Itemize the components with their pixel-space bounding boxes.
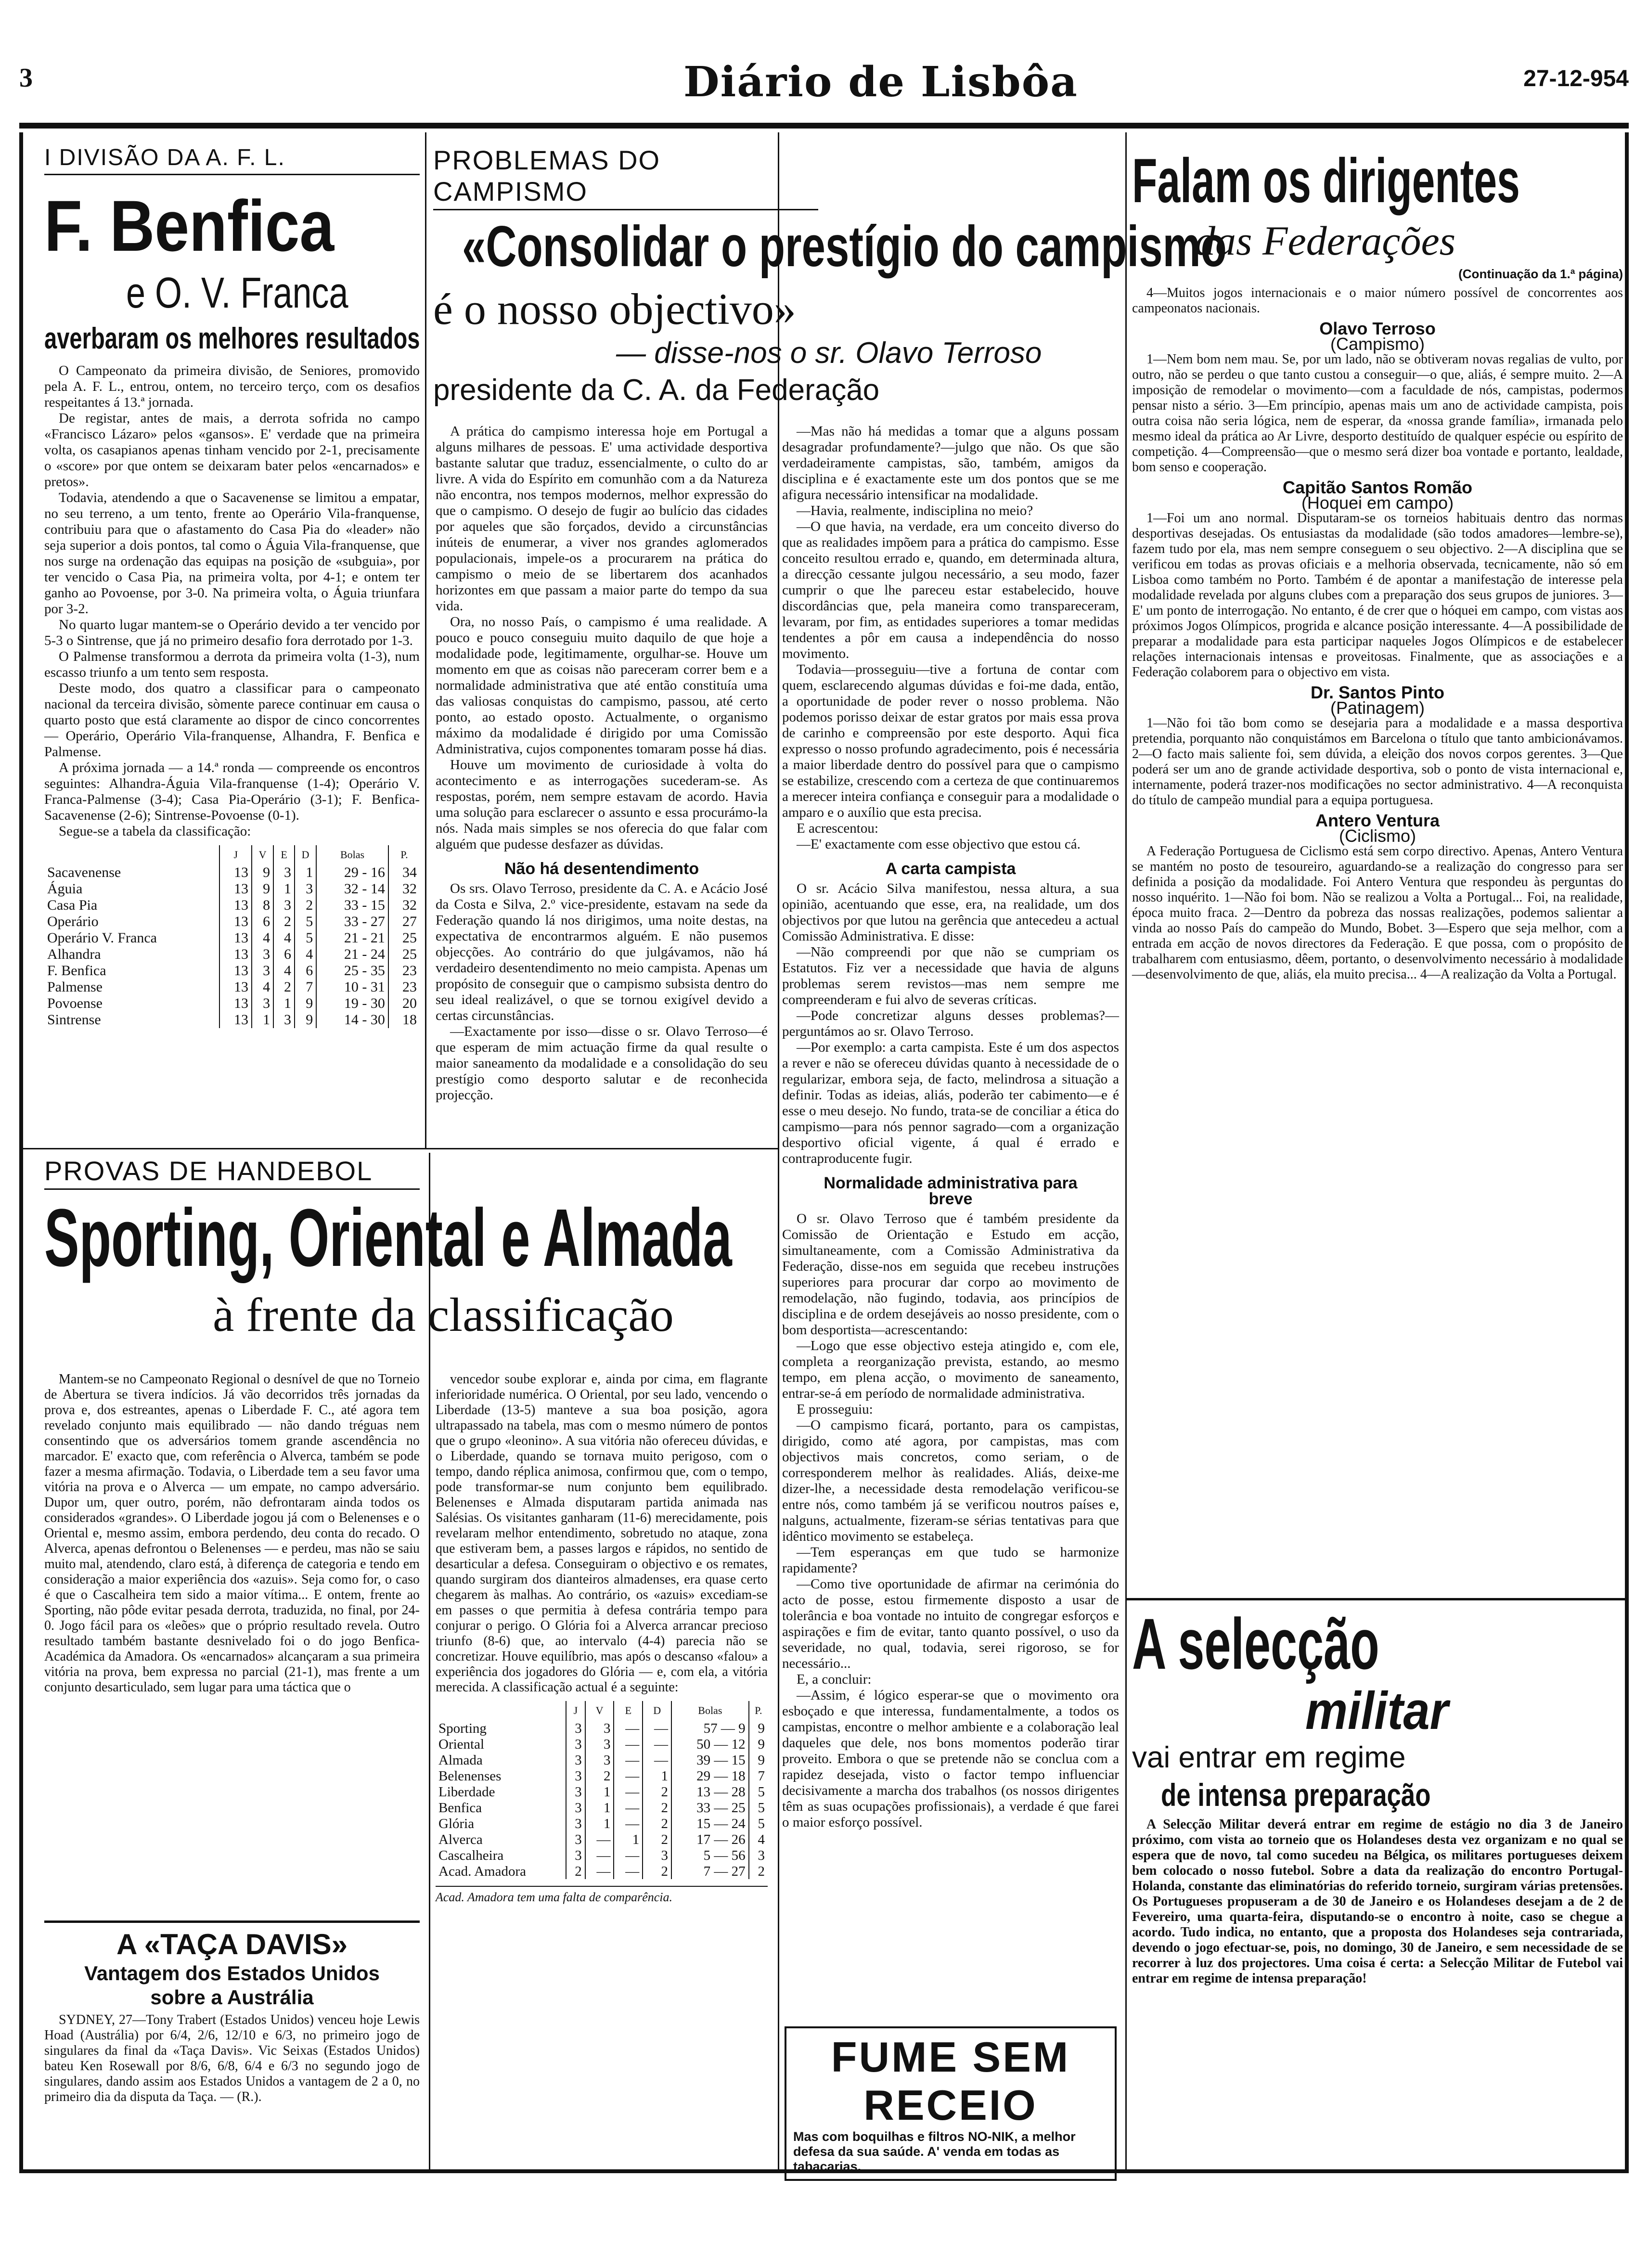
table-cell: 39 — 15 — [671, 1752, 749, 1768]
table-cell: 3 — [566, 1768, 585, 1784]
paragraph: O Palmense transformou a derrota da primeira volta (1-3), num escasso triunfo a um tento sem resposta. — [44, 649, 420, 680]
table-cell: 25 — [388, 946, 420, 963]
table-cell: 3 — [566, 1816, 585, 1831]
table-cell: 17 — 26 — [671, 1831, 749, 1847]
campismo-body-right — [782, 424, 1119, 1830]
interviewee-sport: (Hoquei em campo) — [1301, 493, 1454, 513]
militar-subheadline: vai entrar em regime — [1132, 1741, 1406, 1774]
davis-subheadline: sobre a Austrália — [150, 1986, 314, 2009]
division-headline-secondary: e O. V. Franca — [126, 269, 348, 317]
division-headline-tertiary: averbaram os melhores resultados — [44, 322, 420, 355]
table-header-cell: E — [614, 1701, 643, 1720]
campismo-article — [433, 144, 1227, 410]
table-cell: 3 — [273, 897, 295, 914]
militar-headline: A selecção — [1132, 1603, 1379, 1684]
dirigentes-headline: Falam os dirigentes — [1132, 145, 1520, 216]
table-cell: 13 — [219, 914, 252, 930]
table-cell: 9 — [295, 995, 316, 1012]
table-cell: 3 — [566, 1720, 585, 1736]
table-cell: 1 — [643, 1768, 671, 1784]
table-header-cell: V — [252, 845, 273, 864]
table-cell: 23 — [388, 979, 420, 995]
team-name-cell: Belenenses — [438, 1768, 502, 1784]
handebol-kicker: PROVAS DE HANDEBOL — [44, 1155, 420, 1190]
table-cell: 20 — [388, 995, 420, 1012]
paragraph: No quarto lugar mantem-se o Operário devido a ter vencido por 5-3 o Sintrense, que já no primeiro desafio fora derrotado por 1-3. — [44, 617, 420, 648]
table-cell: 5 — [749, 1816, 768, 1831]
handebol-footnote: Acad. Amadora tem uma falta de comparência. — [436, 1886, 768, 1905]
table-cell: 1 — [614, 1831, 643, 1847]
table-header-cell: E — [273, 845, 295, 864]
table-cell: 2 — [749, 1863, 768, 1879]
table-cell: 9 — [252, 881, 273, 897]
paragraph: A Selecção Militar deverá entrar em regime de estágio no dia 3 de Janeiro próximo, com vista ao torneio que os Holandeses desta vez organizam e no qual se espera que de novo, tal como sucedeu na Bélgica, os militares portugueses deixem bem colocado o nosso futebol. Sobre a data da realização do encontro Portugal-Holanda, constante das eliminatórias do referido torneio, surgiram várias pretensões. Os Portugueses propuseram a de 30 de Janeiro e os Holandeses desejam a de 2 de Fevereiro, uma quarta-feira, disputando-se o encontro à noite, caso se chegue a acordo. Tudo indica, no entanto, que a proposta dos Holandeses seja contrariada, devendo o jogo efectuar-se, pois, no domingo, 30 de Janeiro, e sem necessidade de se recorrer à luz dos projectores. Uma coisa é certa: a Selecção Militar de Futebol vai entrar em regime de intensa preparação! — [1132, 1817, 1623, 1986]
table-cell: 3 — [566, 1847, 585, 1863]
paragraph: E acrescentou: — [797, 821, 878, 836]
table-cell: 2 — [643, 1863, 671, 1879]
team-name-cell: Sacavenense — [47, 864, 121, 880]
table-cell: 7 — [749, 1768, 768, 1784]
table-cell: — — [614, 1736, 643, 1752]
table-cell: 5 — [295, 914, 316, 930]
paragraph: vencedor soube explorar e, ainda por cima, em flagrante inferioridade numérica. O Oriental, por seu lado, vencendo o Liberdade (13-5) manteve a sua boa posição, agora ultrapassado na tabela, mas com o mesmo número de pontos que o grupo «leonino». A sua vitória não ofereceu dúvidas, e o Liberdade, quando se tornava muito perigoso, com o tempo, dando réplica animosa, confirmou que, com o tempo, pode transformar-se num conjunto bem equilibrado. Belenenses e Almada disputaram partida animada nas Salésias. Os visitantes ganharam (11-6) merecidamente, pois revelaram melhor entendimento, sobretudo no ataque, zona que estiveram bem, a passes largos e rápidos, no sentido de desarticular a defesa. Conseguiram o objectivo e os remates, quando surgiram dos dianteiros almadenses, era quase certo chegarem às malhas. Ao contrário, os «azuis» excediam-se em passes o que permitia à defesa contrária tempo para conjurar o perigo. O Glória foi a Alverca arrancar precioso triunfo (8-6) que, ao intervalo (4-4) parecia não se concretizar. Houve equilíbrio, mas após o descanso «falou» a experiência dos jogadores do Glória — e, com ela, a vitória merecida. A classificação actual é a seguinte: — [436, 1372, 768, 1695]
table-cell: 3 — [566, 1784, 585, 1800]
table-header-cell: D — [643, 1701, 671, 1720]
paragraph: 1—Foi um ano normal. Disputaram-se os torneios habituais dentro das normas desportivas desejadas. Os entusiastas da modalidade (são todos amadores—lembre-se), fazem tudo por ela, mas nem sempre conseguem o seu objectivo. 2—A disciplina que se verificou em todas as provas oficiais e a melhoria observada, tecnicamente, não só em Lisboa como também no Porto. Também é de apontar a manifestação de interesse pela modalidade revelada por alguns clubes com a preparação dos seus grupos de juniores. 3—E' um ponto de interrogação. No entanto, é de crer que o hóquei em campo, com vistas aos próximos Jogos Olímpicos, progrida e alcance posição interessante. 4—A possibilidade de preparar a modalidade para esta participar naqueles Jogos Olímpicos e de estabelecer relações internacionais intensas e proveitosas. Finalmente, que as associações e a Federação colaborem para o objectivo em vista. — [1132, 511, 1623, 680]
paragraph: O sr. Acácio Silva manifestou, nessa altura, a sua opinião, acentuando que esse, era, na realidade, um dos objectivos por que lutou na gerência que antecedeu a actual Comissão Administrativa. E disse: — [782, 881, 1119, 944]
table-row — [44, 995, 420, 1012]
division-body — [44, 363, 420, 839]
paragraph: —Tem esperanças em que tudo se harmonize rapidamente? — [782, 1545, 1119, 1576]
table-row — [436, 1847, 768, 1863]
paragraph: Ora, no nosso País, o campismo é uma realidade. A pouco e pouco conseguiu muito daquilo de que hoje a modalidade pode, legitimamente, orgulhar-se. Houve um momento em que as coisas não pareceram correr bem e a normalidade administrativa que até então constituía uma das valiosas conquistas do campismo, passou, até certo ponto, ao estado oposto. Actualmente, o organismo máximo da modalidade é dirigido por uma Comissão Administrativa, cujos componentes tomaram posse há dias. — [436, 614, 768, 757]
team-name-cell: Almada — [438, 1752, 483, 1768]
tobacco-advertisement — [785, 2026, 1117, 2181]
table-cell: — — [643, 1736, 671, 1752]
team-name-cell: Liberdade — [438, 1784, 495, 1800]
interviewee-name: Dr. Santos Pinto — [1310, 683, 1445, 702]
team-name-cell: Acad. Amadora — [438, 1863, 526, 1879]
handebol-body-right — [436, 1372, 768, 1905]
table-cell: 23 — [388, 963, 420, 979]
table-cell: 3 — [643, 1847, 671, 1863]
division-headline: F. Benfica — [44, 185, 335, 266]
table-cell: 13 — [219, 946, 252, 963]
table-cell: 34 — [388, 864, 420, 881]
table-cell: 6 — [252, 914, 273, 930]
table-row — [436, 1863, 768, 1879]
table-cell: 50 — 12 — [671, 1736, 749, 1752]
table-cell: 32 - 14 — [316, 881, 388, 897]
paragraph: E prosseguiu: — [797, 1402, 873, 1417]
table-cell: 4 — [273, 930, 295, 946]
campismo-subheading: Normalidade administrativa para breve — [824, 1174, 1078, 1208]
team-name-cell: Povoense — [47, 995, 103, 1011]
paragraph: O Campeonato da primeira divisão, de Seniores, promovido pela A. F. L., entrou, ontem, no terceiro terço, com os desafios respeitantes á 13.ª jornada. — [44, 363, 420, 410]
interviewee-sport: (Ciclismo) — [1339, 826, 1416, 846]
table-row — [436, 1800, 768, 1816]
davis-subheadline: Vantagem dos Estados Unidos — [84, 1962, 380, 1984]
table-cell: 8 — [252, 897, 273, 914]
team-name-cell: Operário V. Franca — [47, 930, 157, 946]
paragraph: SYDNEY, 27—Tony Trabert (Estados Unidos) venceu hoje Lewis Hoad (Austrália) por 6/4, 2/6, 12/10 e 6/3, no primeiro jogo de singulares da final da «Taça Davis». Vic Seixas (Estados Unidos) bateu Ken Rosewall por 8/6, 6/8, 6/4 e 6/3 no segundo jogo de singulares, dando assim aos Estados Unidos a vantagem de 2 a 0, no primeiro dia da disputa da Taça. — (R.). — [44, 2012, 420, 2104]
table-cell: — — [585, 1863, 614, 1879]
table-cell: — — [614, 1768, 643, 1784]
table-cell: 9 — [295, 1012, 316, 1028]
paragraph: —Mas não há medidas a tomar que a alguns possam desagradar profundamente?—julgo que não. Os que são verdadeiramente campistas, são, também, amigos da disciplina e é exactamente este um dos pontos que se me afigura necessário intensificar na modalidade. — [782, 424, 1119, 503]
table-header-cell: J — [566, 1701, 585, 1720]
table-cell: 1 — [295, 864, 316, 881]
table-cell: 2 — [643, 1831, 671, 1847]
paragraph: —Por exemplo: a carta campista. Este é um dos aspectos a rever e não se ofereceu dúvidas quanto à necessidade de o regularizar, embora seja, de facto, melindrosa a situação a definir. Todas as ideias, aliás, poderão ter cabimento—e é esse o meu desejo. No fundo, trata-se de conciliar a ética do campismo—para nós pennor sagrado—com a organização desportivo oficial vigente, á qual é errado e contraproducente fugir. — [782, 1040, 1119, 1166]
interviewee-sport: (Campismo) — [1330, 334, 1425, 354]
newspaper-name: Diário de Lisbôa — [683, 58, 1078, 106]
table-cell: 3 — [585, 1752, 614, 1768]
table-cell: 15 — 24 — [671, 1816, 749, 1831]
table-cell: 32 — [388, 881, 420, 897]
handebol-headline-secondary: à frente da classificação — [213, 1288, 674, 1341]
team-name-cell: Glória — [438, 1816, 475, 1831]
table-cell: 3 — [273, 1012, 295, 1028]
paragraph: 1—Não foi tão bom como se desejaria para a modalidade e a massa desportiva pretendia, porquanto não conquistámos em Barcelona o título que tanto ambicionávamos. 2—O facto mais saliente foi, sem dúvida, a eleição dos novos corpos gerentes. 3—Que poderá ser um ano de grande actividade desportiva, sob o ponto de vista internacional e, internamente, poderá trazer-nos modificações no sector administrativo. 4—A reconquista do título de campeão mundial para a equipa portuguesa. — [1132, 716, 1623, 808]
table-cell: 2 — [585, 1768, 614, 1784]
team-name-cell: Sintrense — [47, 1012, 101, 1028]
table-header-cell — [436, 1701, 566, 1720]
paragraph: —Exactamente por isso—disse o sr. Olavo Terroso—é que esperam de mim actuação firme da qual resulte o maior saneamento da modalidade e a consolidação do seu prestígio como desporto salutar e de reconhecida projecção. — [436, 1024, 768, 1103]
table-cell: 33 - 27 — [316, 914, 388, 930]
davis-body — [44, 2012, 420, 2105]
table-cell: 1 — [252, 1012, 273, 1028]
interviewee-sport: (Patinagem) — [1330, 698, 1425, 718]
interviewee-name: Olavo Terroso — [1319, 319, 1436, 338]
paragraph: —O que havia, na verdade, era um conceito diverso do que as realidades impõem para a prática do campismo. Esse conceito resultou errado e, quando, em determinada altura, a direcção cessante julgou necessário, a seu modo, fazer cumprir o que lhe pareceu estar estabelecido, houve discordâncias que, pela maneira como transpareceram, levaram, por fim, as entidades superiores a tomar medidas tendentes a pôr em causa a independência do nosso movimento. — [782, 519, 1119, 661]
table-cell: 1 — [585, 1784, 614, 1800]
table-header-cell: P. — [749, 1701, 768, 1720]
table-cell: 25 - 35 — [316, 963, 388, 979]
table-cell: 3 — [566, 1752, 585, 1768]
table-row — [44, 963, 420, 979]
table-header-cell: Bolas — [316, 845, 388, 864]
campismo-subheading: Não há desentendimento — [504, 860, 699, 878]
table-cell: 13 — [219, 979, 252, 995]
militar-headline-secondary: militar — [1305, 1681, 1449, 1740]
table-cell: 14 - 30 — [316, 1012, 388, 1028]
campismo-body-left — [436, 424, 768, 1103]
team-name-cell: Cascalheira — [438, 1847, 504, 1863]
table-cell: 32 — [388, 897, 420, 914]
militar-body — [1132, 1817, 1623, 1986]
campismo-headline-subtitle: presidente da C. A. da Federação — [433, 374, 880, 407]
table-row — [44, 897, 420, 914]
table-cell: 7 — [295, 979, 316, 995]
campismo-headline-byline: — disse-nos o sr. Olavo Terroso — [616, 336, 1042, 370]
table-cell: 2 — [643, 1784, 671, 1800]
table-cell: 5 — [749, 1800, 768, 1816]
table-row — [436, 1752, 768, 1768]
team-name-cell: Palmense — [47, 979, 103, 995]
table-cell: 2 — [643, 1800, 671, 1816]
paragraph: Mantem-se no Campeonato Regional o desnível de que no Torneio de Abertura se tivera indícios. Já vão decorridos três jornadas da prova e, dos estreantes, apenas o Liberdade F. C., até agora tem revelado conjunto mais equilibrado — não dando tréguas nem consentindo que os adversários tomem grande ascendência no marcador. E' exacto que, com referência o Alverca, também se pode fazer a mesma afirmação. Todavia, o Liberdade tem a seu favor uma vitória na prova e o Alverca — um empate, no campo adversário. Dupor um, quer outro, porém, não defrontaram ainda todos os considerados «grandes». O Liberdade jogou já com o Belenenses e o Oriental e, mesmo assim, embora perdendo, deu conta do recado. O Alverca, apenas defrontou o Belenenses — e perdeu, mas não se saiu muito mal, atendendo, claro está, à diferença de categoria e tendo em consideração a maior experiência dos «azuis». Seja como for, o caso é que o Cascalheira tem sido a maior vítima... E ontem, frente ao Sporting, não pôde evitar pesada derrota, traduzida, no final, por 24-0. Jogo fácil para os «leões» que o próprio resultado revela. Outro resultado também bastante desnivelado foi o do jogo Benfica-Académica da Amadora. Os «encarnados» alcançaram a sua primeira vitória na prova, bem expressa no parcial (21-1), mas frente a um conjunto desarticulado, sem lugar para uma táctica que o — [44, 1372, 420, 1695]
table-cell: — — [585, 1831, 614, 1847]
campismo-subheading: A carta campista — [885, 860, 1016, 878]
table-header — [44, 845, 420, 864]
table-cell: 3 — [566, 1736, 585, 1752]
table-cell: — — [643, 1720, 671, 1736]
table-cell: — — [614, 1863, 643, 1879]
team-name-cell: Benfica — [438, 1800, 482, 1816]
table-cell: 21 - 21 — [316, 930, 388, 946]
interviewee-name: Capitão Santos Romão — [1282, 477, 1473, 497]
table-cell: — — [643, 1752, 671, 1768]
column-divider — [1125, 132, 1127, 2173]
table-cell: 9 — [749, 1720, 768, 1736]
table-cell: 6 — [295, 963, 316, 979]
paragraph: Todavia—prosseguiu—tive a fortuna de contar com quem, esclarecendo algumas dúvidas e foi-me dada, então, a oportunidade de poder rever o nosso problema. Não podemos porisso deixar de estar gratos por mais essa prova de carinho e compreensão por este desporto. Aqui fica expresso o nosso profundo agradecimento, pois é necessária a maior liberdade dentro do possível para que o campismo se estabilize, crescendo com a certeza de que continuaremos a merecer inteira confiança e conseguir para a modalidade o amparo e o auxílio que esta precisa. — [782, 662, 1119, 820]
paragraph: Os srs. Olavo Terroso, presidente da C. A. e Acácio José da Costa e Silva, 2.º vice-presidente, estavam na sede da Federação quando lá nos dirigimos, uma noite destas, na expectativa de encontrarmos alguém. E não pusemos objecções. Ao contrário do que julgávamos, não há verdadeiro desentendimento no meio campista. Apenas um propósito de conseguir que o campismo subsista dentro do seu ideal realizável, o que se tornou exigível devido a certas circunstâncias. — [436, 881, 768, 1023]
table-cell: 25 — [388, 930, 420, 946]
table-row — [436, 1816, 768, 1831]
table-cell: 10 - 31 — [316, 979, 388, 995]
masthead-rule — [19, 123, 1629, 129]
table-cell: — — [614, 1752, 643, 1768]
table-cell: 13 — 28 — [671, 1784, 749, 1800]
team-name-cell: Águia — [47, 881, 83, 897]
page-number: 3 — [19, 63, 33, 93]
table-cell: 2 — [643, 1816, 671, 1831]
table-header-cell: P. — [388, 845, 420, 864]
table-cell: — — [614, 1847, 643, 1863]
table-cell: 1 — [273, 881, 295, 897]
table-cell: 3 — [566, 1831, 585, 1847]
paragraph: Houve um movimento de curiosidade à volta do acontecimento e as interrogações sucederam-se. As respostas, porém, nem sempre estavam de acordo. Havia uma solução para esclarecer o assunto e essa procurámo-la nós. Nada mais simples se nos oferecia do que falar com alguém que pudesse desfazer as dúvidas. — [436, 757, 768, 852]
column-divider — [778, 132, 779, 2173]
table-header-cell — [44, 845, 219, 864]
paragraph: —Pode concretizar alguns desses problemas?—perguntámos ao sr. Olavo Terroso. — [782, 1008, 1119, 1039]
table-cell: 4 — [749, 1831, 768, 1847]
paragraph: —Assim, é lógico esperar-se que o movimento ora esboçado e que interessa, fundamentalmente, a todos os campistas, encontre o melhor ambiente e a colaboração leal daqueles que dele, nos bons momentos poderão tirar proveito. Embora o que se pretende não se conclua com a rapidez desejada, visto o factor tempo influenciar decisivamente a marcha dos trabalhos (os nossos dirigentes têm as suas ocupações profissionais), a verdade é que farei o maior esforço possível. — [782, 1688, 1119, 1830]
paragraph: A próxima jornada — a 14.ª ronda — compreende os encontros seguintes: Alhandra-Águia Vila-franquense (1-4); Operário V. Franca-Palmense (3-4); Casa Pia-Operário (3-1); F. Benfica-Sacavenense (2-6); Sintrense-Povoense (0-1). — [44, 760, 420, 823]
advertisement-headline: FUME SEM RECEIO — [831, 2033, 1070, 2129]
division-kicker: I DIVISÃO DA A. F. L. — [44, 144, 420, 175]
table-cell: 5 — 56 — [671, 1847, 749, 1863]
table-cell: 3 — [273, 864, 295, 881]
table-cell: 13 — [219, 881, 252, 897]
table-cell: 57 — 9 — [671, 1720, 749, 1736]
table-cell: 13 — [219, 1012, 252, 1028]
table-header-cell: V — [585, 1701, 614, 1720]
paragraph: 4—Muitos jogos internacionais e o maior número possível de concorrentes aos campeonatos nacionais. — [1132, 285, 1623, 316]
table-cell: — — [614, 1800, 643, 1816]
table-cell: — — [614, 1816, 643, 1831]
masthead — [19, 53, 1629, 125]
table-cell: 9 — [252, 864, 273, 881]
table-cell: 4 — [273, 963, 295, 979]
table-row — [436, 1784, 768, 1800]
table-row — [436, 1736, 768, 1752]
table-cell: 1 — [585, 1800, 614, 1816]
table-cell: 2 — [273, 979, 295, 995]
table-cell: 9 — [749, 1752, 768, 1768]
table-cell: 2 — [295, 897, 316, 914]
table-cell: 13 — [219, 930, 252, 946]
team-name-cell: Alhandra — [47, 946, 101, 962]
paragraph: E, a concluir: — [797, 1672, 872, 1687]
table-cell: 1 — [585, 1816, 614, 1831]
table-cell: 13 — [219, 897, 252, 914]
dirigentes-article — [1132, 144, 1623, 982]
continuation-note: (Continuação da 1.ª página) — [1458, 267, 1623, 281]
division-article — [44, 144, 420, 1028]
paragraph: —Não compreendi por que não se cumpriam os Estatutos. Fiz ver a necessidade que havia de alguns problemas serem revistos—mas nem sempre me compreenderam e fui alvo de severas críticas. — [782, 944, 1119, 1007]
issue-date: 27-12-954 — [1523, 66, 1629, 91]
team-name-cell: Oriental — [438, 1736, 485, 1752]
paragraph: A Federação Portuguesa de Ciclismo está sem corpo directivo. Apenas, Antero Ventura se mantém no posto de tesoureiro, aguardando-se a realização do congresso para ser definida a posição da modalidade. Foi Antero Ventura que respondeu às perguntas do nosso inquérito. 1—Não foi bom. Não se realizou a Volta a Portugal... Foi, na realidade, época muito fraca. 2—Dentro da pobreza das nossas realizações, podemos salientar a vinda ao nosso País do campeão do Mundo, Bobet. 3—Espero que seja melhor, com a entrada em acção de novos directores da Federação. E que possa, com o propósito de trabalharem com entusiasmo, dêem, portanto, o desenvolvimento necessário à modalidade—desenvolvimento de que, aliás, ela muito precisa... 4—A realização da Volta a Portugal. — [1132, 844, 1623, 982]
table-cell: 13 — [219, 864, 252, 881]
paragraph: O sr. Olavo Terroso que é também presidente da Comissão de Orientação e Estudo em acção, simultaneamente, com a Comissão Administrativa da Federação, disse-nos em seguida que recebeu instruções superiores para procurar dar corpo ao movimento de remodelação, não fugindo, todavia, aos princípios de disciplina e de ordem desejáveis ao nosso presidente, com o bom desportista—acrescentando: — [782, 1211, 1119, 1338]
table-cell: 2 — [566, 1863, 585, 1879]
table-header-cell: D — [295, 845, 316, 864]
table-cell: 33 - 15 — [316, 897, 388, 914]
table-cell: 9 — [749, 1736, 768, 1752]
table-cell: 4 — [295, 946, 316, 963]
table-cell: 2 — [273, 914, 295, 930]
table-row — [44, 881, 420, 897]
team-name-cell: Operário — [47, 914, 99, 929]
table-cell: 19 - 30 — [316, 995, 388, 1012]
table-cell: 6 — [273, 946, 295, 963]
table-cell: 21 - 24 — [316, 946, 388, 963]
davis-article — [44, 1920, 420, 2105]
paragraph: —O campismo ficará, portanto, para os campistas, dirigido, como até agora, por campistas, mas com objectivos mais concretos, como seriam, o de corresponderem melhor às realidades. Aliás, deixe-me dizer-lhe, a necessidade desta remodelação verificou-se entre nós, como também já se verificou noutros países e, nalguns, actualmente, fizeram-se sérias tentativas para que idêntico movimento se estabeleça. — [782, 1418, 1119, 1544]
davis-headline: A «TAÇA DAVIS» — [116, 1928, 348, 1960]
dirigentes-body — [1132, 285, 1623, 982]
section-divider — [19, 1148, 778, 1149]
team-name-cell: Casa Pia — [47, 897, 98, 913]
handebol-body-left — [44, 1372, 420, 1695]
table-cell: 13 — [219, 963, 252, 979]
table-cell: 27 — [388, 914, 420, 930]
paragraph: A prática do campismo interessa hoje em Portugal a alguns milhares de pessoas. E' uma actividade desportiva bastante salutar que traduz, essencialmente, o culto do ar livre. A vida do Espírito em comunhão com a da Natureza não encontra, nos tempos modernos, melhor expressão do que o campismo. O desejo de fugir ao bulício das cidades por aqueles que são forçados, devido a circunstâncias inúteis de enumerar, a viver nos grandes aglomerados populacionais, impele-os a procurarem na prática do campismo o meio de se libertarem dos acanhados horizontes em que passam a maior parte do tempo da sua vida. — [436, 424, 768, 614]
militar-subheadline-bold: de intensa preparação — [1161, 1777, 1431, 1813]
table-header-cell: Bolas — [671, 1701, 749, 1720]
team-name-cell: F. Benfica — [47, 963, 106, 979]
table-row — [436, 1720, 768, 1736]
table-cell: — — [614, 1784, 643, 1800]
table-cell: 3 — [566, 1800, 585, 1816]
advertisement-text: Mas com boquilhas e filtros NO-NIK, a melhor defesa da sua saúde. A' venda em todas as tabacarias. — [793, 2129, 1076, 2174]
table-row — [436, 1768, 768, 1784]
table-row — [44, 979, 420, 995]
table-row — [44, 1012, 420, 1028]
table-row — [44, 946, 420, 963]
campismo-headline-secondary: é o nosso objectivo» — [433, 284, 796, 334]
division-standings-table — [44, 845, 420, 1028]
paragraph: 1—Nem bom nem mau. Se, por um lado, não se obtiveram novas regalias de vulto, por outro, não se perdeu o que tanto custou a conseguir—o que, aliás, é sempre muito. 2—A imposição de remodelar o movimento—com a faculdade de nós, campistas, podermos pensar nisto a sério. 3—Em princípio, apenas mais um ano de actividade campista, pois outra coisa não seria lógica, nem de esperar, da «nossa grande família», irmanada pelo mesmo ideal da prática ao Ar Livre, desporto destituído de qualquer espécie ou espírito de competição. 4—Compreensão—que o mesmo será dizer boa vontade e portanto, lealdade, bom senso e cooperação. — [1132, 352, 1623, 475]
table-cell: 5 — [295, 930, 316, 946]
paragraph: —Havia, realmente, indisciplina no meio? — [797, 503, 1033, 518]
paragraph: —Logo que esse objectivo esteja atingido e, com ele, completa a reorganização prevista, estando, ao mesmo tempo, em plena acção, o movimento de saneamento, entrar-se-á em período de normalidade administrativa. — [782, 1338, 1119, 1401]
team-name-cell: Sporting — [438, 1720, 487, 1736]
paragraph: De registar, antes de mais, a derrota sofrida no campo «Francisco Lázaro» pelos «gansos». E' verdade que na primeira volta, os casapianos apenas tinham vencido por 2-1, precisamente o «score» por que ontem se deixaram bater pelos «encarnados» e pretos». — [44, 411, 420, 490]
handebol-standings-table — [436, 1701, 768, 1879]
table-cell: — — [614, 1720, 643, 1736]
table-cell: 3 — [749, 1847, 768, 1863]
table-cell: 3 — [252, 946, 273, 963]
table-header-cell: J — [219, 845, 252, 864]
table-cell: 4 — [252, 930, 273, 946]
interviewee-name: Antero Ventura — [1315, 811, 1440, 830]
table-cell: 3 — [252, 963, 273, 979]
table-cell: 29 — 18 — [671, 1768, 749, 1784]
table-row — [44, 914, 420, 930]
paragraph: Todavia, atendendo a que o Sacavenense se limitou a empatar, no seu terreno, a um tento, frente ao Operário Vila-franquense, contribuiu para que o afastamento do Casa Pia do «leader» não seja superior a dois pontos, tal como o Águia Vila-franquense, que nos surge na ordenação das equipas na posição de «subguia», por ter vencido o Casa Pia, na primeira volta, por 4-1; e ontem ter ganho ao Povoense, por 3-0. Na primeira volta, o Águia triunfara por 3-2. — [44, 490, 420, 617]
table-cell: 3 — [295, 881, 316, 897]
table-cell: 18 — [388, 1012, 420, 1028]
handebol-headline: Sporting, Oriental e Almada — [44, 1192, 732, 1284]
paragraph: Deste modo, dos quatro a classificar para o campeonato nacional da terceira divisão, sòmente parece continuar em causa o quarto posto que está claramente ao dispor de cinco concorrentes — Operário, Operário Vila-franquense, Alhandra, F. Benfica e Palmense. — [44, 681, 420, 760]
table-cell: 29 - 16 — [316, 864, 388, 881]
section-divider — [1125, 1598, 1626, 1600]
militar-article — [1132, 1605, 1623, 1986]
team-name-cell: Alverca — [438, 1831, 483, 1847]
table-cell: 13 — [219, 995, 252, 1012]
table-cell: — — [585, 1847, 614, 1863]
campismo-kicker: PROBLEMAS DO CAMPISMO — [433, 144, 818, 210]
table-cell: 3 — [252, 995, 273, 1012]
table-cell: 3 — [585, 1720, 614, 1736]
table-cell: 4 — [252, 979, 273, 995]
handebol-article — [44, 1155, 776, 1344]
table-cell: 5 — [749, 1784, 768, 1800]
table-header — [436, 1701, 768, 1720]
table-cell: 7 — 27 — [671, 1863, 749, 1879]
dirigentes-headline-secondary: das Federações — [1195, 218, 1456, 264]
paragraph: Segue-se a tabela da classificação: — [59, 824, 251, 839]
column-divider — [425, 132, 426, 1148]
table-cell: 1 — [273, 995, 295, 1012]
table-row — [44, 930, 420, 946]
campismo-headline: «Consolidar o prestígio do campismo — [462, 214, 1227, 279]
table-row — [44, 864, 420, 881]
table-cell: 3 — [585, 1736, 614, 1752]
paragraph: —Como tive oportunidade de afirmar na cerimónia do acto de posse, estou firmemente disposto a usar de tolerância e boa vontade no intuito de congregar esforços e aspirações e fim de evitar, tanto quanto possível, o uso da severidade, no qual, todavia, serei rigoroso, se for necessário... — [782, 1576, 1119, 1671]
paragraph: —E' exactamente com esse objectivo que estou cá. — [797, 837, 1081, 852]
table-cell: 33 — 25 — [671, 1800, 749, 1816]
table-row — [436, 1831, 768, 1847]
